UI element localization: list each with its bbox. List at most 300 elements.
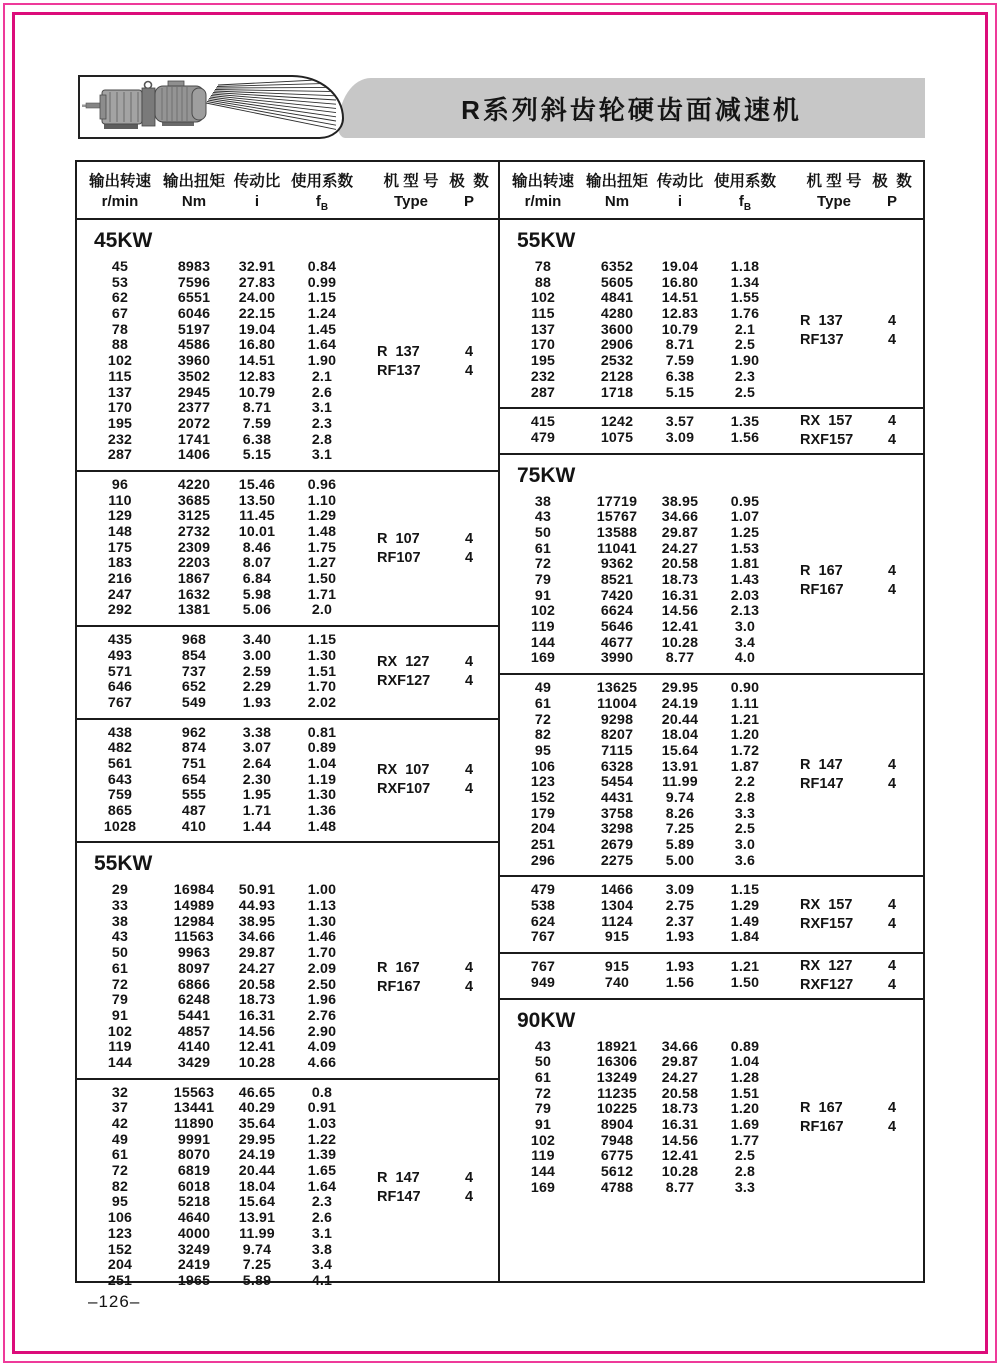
column-header-unit: r/min — [524, 193, 562, 210]
output-speed-cell: 96 — [111, 476, 129, 493]
service-factor-cell: 1.15 — [307, 290, 337, 307]
gear-motor-illustration — [82, 81, 206, 129]
table-row — [500, 291, 923, 307]
model-line — [800, 1118, 897, 1137]
table-row — [500, 323, 923, 339]
column-header-unit: P — [886, 193, 898, 210]
output-torque-cell: 874 — [181, 740, 207, 757]
output-speed-cell: 195 — [107, 415, 133, 432]
output-speed-cell: 33 — [111, 898, 129, 915]
output-torque-cell: 6018 — [177, 1178, 211, 1195]
table-row — [77, 323, 498, 339]
poles-value: 4 — [887, 957, 897, 974]
poles-value: 4 — [464, 549, 474, 566]
service-factor-cell: 1.00 — [307, 882, 337, 899]
ratio-cell: 8.07 — [242, 555, 272, 572]
output-torque-cell: 3758 — [600, 805, 634, 822]
table-row — [77, 1009, 498, 1025]
model-line — [377, 362, 474, 381]
service-factor-cell: 1.29 — [730, 898, 760, 915]
output-torque-cell: 1632 — [177, 586, 211, 603]
table-row — [77, 665, 498, 681]
output-torque-cell: 487 — [181, 803, 207, 819]
ratio-cell: 10.28 — [661, 1164, 699, 1180]
output-speed-cell: 232 — [107, 431, 133, 448]
output-speed-cell: 169 — [530, 650, 556, 667]
output-torque-cell: 1124 — [601, 913, 633, 930]
data-block — [500, 254, 923, 407]
ratio-cell: 5.89 — [242, 1272, 272, 1289]
table-row — [77, 572, 498, 588]
table-row — [500, 681, 923, 697]
power-section-title: 75KW — [500, 453, 923, 489]
service-factor-cell: 1.84 — [730, 929, 760, 946]
output-torque-cell: 7596 — [177, 274, 211, 291]
header-banner — [338, 78, 925, 138]
ratio-cell: 19.04 — [238, 321, 276, 338]
ratio-cell: 9.74 — [665, 789, 695, 806]
output-speed-cell: 79 — [111, 992, 129, 1009]
output-torque-cell: 915 — [604, 929, 630, 946]
column-header-cn: 输出扭矩 — [585, 173, 649, 190]
model-group — [377, 1169, 474, 1207]
output-torque-cell: 13441 — [173, 1100, 215, 1117]
service-factor-cell: 2.1 — [311, 368, 333, 385]
ratio-cell: 6.38 — [665, 368, 695, 385]
ratio-cell: 14.51 — [238, 353, 276, 370]
output-torque-cell: 8097 — [177, 960, 211, 977]
output-torque-cell: 737 — [181, 663, 207, 680]
data-block — [500, 407, 923, 452]
service-factor-cell: 1.49 — [730, 913, 760, 930]
data-block — [500, 952, 923, 997]
model-name: R 107 — [377, 530, 420, 547]
service-factor-cell: 1.48 — [307, 818, 337, 835]
unit-main: f — [315, 193, 321, 210]
column-header-cn: 使用系数 — [290, 173, 354, 190]
output-torque-cell: 13249 — [596, 1069, 638, 1086]
data-block — [77, 877, 498, 1077]
output-speed-cell: 247 — [107, 586, 133, 603]
data-block — [77, 470, 498, 625]
table-row — [77, 1164, 498, 1180]
output-speed-cell: 482 — [107, 740, 133, 757]
output-speed-cell: 88 — [534, 274, 552, 291]
table-row — [77, 276, 498, 292]
column-header-unit: Nm — [181, 193, 207, 210]
service-factor-cell: 2.76 — [307, 1007, 337, 1024]
service-factor-cell: 1.10 — [307, 492, 337, 509]
service-factor-cell: 1.51 — [307, 663, 337, 680]
ratio-cell: 27.83 — [238, 274, 276, 291]
model-group — [800, 896, 897, 934]
output-torque-cell: 17719 — [596, 493, 638, 510]
output-speed-cell: 72 — [534, 711, 552, 728]
model-group — [800, 312, 897, 350]
ratio-cell: 9.74 — [242, 1241, 272, 1258]
ratio-cell: 24.00 — [238, 290, 276, 307]
power-section-title: 55KW — [77, 841, 498, 877]
table-row — [77, 478, 498, 494]
output-speed-cell: 646 — [107, 679, 133, 696]
output-speed-cell: 152 — [530, 789, 556, 806]
output-torque-cell: 4140 — [177, 1039, 211, 1056]
ratio-cell: 3.07 — [242, 740, 272, 757]
table-row — [77, 433, 498, 449]
ratio-cell: 3.09 — [665, 882, 695, 899]
ratio-cell: 19.04 — [661, 259, 699, 275]
ratio-cell: 24.19 — [238, 1147, 276, 1164]
output-torque-cell: 3685 — [177, 492, 211, 509]
ratio-cell: 20.58 — [661, 556, 699, 573]
model-line — [800, 331, 897, 350]
model-name: RX 157 — [800, 412, 853, 429]
model-group — [377, 959, 474, 997]
table-row — [500, 412, 923, 431]
service-factor-cell: 3.4 — [311, 1257, 333, 1274]
model-name: R 137 — [377, 343, 420, 360]
ratio-cell: 32.91 — [238, 259, 276, 275]
ratio-cell: 20.44 — [661, 711, 699, 728]
service-factor-cell: 2.0 — [311, 602, 333, 619]
service-factor-cell: 1.55 — [730, 290, 760, 307]
block-rows — [500, 495, 923, 668]
column-header-unit: r/min — [101, 193, 139, 210]
ratio-cell: 6.84 — [242, 571, 272, 588]
service-factor-cell: 1.69 — [730, 1116, 760, 1133]
model-name: RX 107 — [377, 762, 430, 779]
output-speed-cell: 82 — [111, 1178, 129, 1195]
poles-value: 4 — [887, 757, 897, 774]
ratio-cell: 20.44 — [238, 1163, 276, 1180]
output-torque-cell: 4431 — [600, 789, 634, 806]
unit-main: f — [738, 193, 744, 210]
poles-value: 4 — [887, 431, 897, 448]
output-speed-cell: 61 — [534, 540, 552, 557]
table-row — [500, 838, 923, 854]
output-torque-cell: 1381 — [177, 602, 211, 619]
model-line — [800, 915, 897, 934]
poles-value: 4 — [887, 776, 897, 793]
ratio-cell: 15.64 — [238, 1194, 276, 1211]
output-speed-cell: 123 — [530, 774, 556, 791]
model-group — [377, 343, 474, 381]
data-block — [77, 254, 498, 470]
service-factor-cell: 1.20 — [730, 1101, 760, 1118]
ratio-cell: 24.27 — [238, 960, 276, 977]
service-factor-cell: 1.04 — [730, 1054, 760, 1071]
output-torque-cell: 1867 — [177, 571, 211, 588]
service-factor-cell: 3.1 — [311, 400, 333, 417]
output-speed-cell: 53 — [111, 274, 129, 291]
output-speed-cell: 49 — [534, 680, 552, 697]
model-line — [377, 761, 474, 780]
service-factor-cell: 1.76 — [730, 306, 760, 323]
ratio-cell: 50.91 — [238, 882, 276, 899]
output-speed-cell: 102 — [530, 1132, 556, 1149]
model-line — [800, 976, 897, 995]
table-row — [77, 260, 498, 276]
service-factor-cell: 0.90 — [730, 680, 760, 697]
model-line — [377, 780, 474, 799]
service-factor-cell: 0.91 — [307, 1100, 337, 1117]
output-speed-cell: 170 — [107, 400, 133, 417]
service-factor-cell: 1.15 — [307, 632, 337, 649]
ratio-cell: 34.66 — [661, 509, 699, 526]
table-row — [77, 1148, 498, 1164]
table-row — [500, 760, 923, 776]
service-factor-cell: 3.4 — [734, 634, 756, 651]
output-speed-cell: 287 — [107, 447, 133, 464]
output-speed-cell: 123 — [107, 1225, 133, 1242]
unit-sub: B — [320, 202, 329, 213]
model-name: RF167 — [800, 1118, 844, 1135]
service-factor-cell: 2.02 — [307, 694, 337, 711]
table-row — [77, 883, 498, 899]
output-torque-cell: 4586 — [177, 337, 211, 354]
output-speed-cell: 91 — [111, 1007, 129, 1024]
ratio-cell: 13.91 — [661, 758, 699, 775]
output-speed-cell: 767 — [530, 959, 556, 976]
model-name: RXF107 — [377, 781, 431, 798]
output-speed-cell: 49 — [111, 1131, 129, 1148]
poles-value: 4 — [887, 915, 897, 932]
model-name: RX 127 — [377, 654, 430, 671]
output-torque-cell: 5605 — [600, 274, 634, 291]
ratio-cell: 5.89 — [665, 837, 695, 853]
model-name: R 147 — [377, 1169, 420, 1186]
column-header-unit: P — [463, 193, 475, 210]
service-factor-cell: 0.81 — [307, 724, 337, 741]
ratio-cell: 3.00 — [242, 647, 272, 664]
model-line — [377, 653, 474, 672]
ratio-cell: 12.41 — [661, 619, 699, 636]
output-speed-cell: 170 — [530, 337, 556, 354]
output-speed-cell: 292 — [107, 602, 133, 619]
data-block — [77, 1078, 498, 1296]
service-factor-cell: 2.8 — [734, 1164, 756, 1180]
poles-value: 4 — [887, 412, 897, 429]
table-row — [500, 915, 923, 931]
ratio-cell: 16.31 — [238, 1007, 276, 1024]
service-factor-cell: 0.84 — [307, 259, 337, 275]
service-factor-cell: 1.50 — [307, 571, 337, 588]
service-factor-cell: 2.1 — [734, 321, 756, 338]
service-factor-cell: 1.56 — [730, 429, 760, 446]
data-block — [77, 625, 498, 717]
table-row — [500, 370, 923, 386]
poles-value: 4 — [464, 1188, 474, 1205]
output-speed-cell: 169 — [530, 1179, 556, 1196]
table-row — [77, 386, 498, 402]
ratio-cell: 13.50 — [238, 492, 276, 509]
service-factor-cell: 3.8 — [311, 1241, 333, 1258]
page-title: R系列斜齿轮硬齿面减速机 — [461, 94, 802, 125]
output-torque-cell: 3298 — [600, 821, 634, 838]
model-line — [377, 1169, 474, 1188]
ratio-cell: 5.00 — [665, 852, 695, 869]
service-factor-cell: 2.09 — [307, 960, 337, 977]
output-torque-cell: 13625 — [596, 680, 638, 697]
table-row — [77, 291, 498, 307]
power-section-title: 45KW — [94, 229, 153, 252]
ratio-cell: 24.27 — [661, 540, 699, 557]
output-torque-cell: 751 — [181, 755, 207, 772]
ratio-cell: 29.87 — [661, 1054, 699, 1071]
output-torque-cell: 4788 — [600, 1179, 634, 1196]
service-factor-cell: 2.8 — [311, 431, 333, 448]
table-row — [77, 959, 498, 978]
service-factor-cell: 1.22 — [307, 1131, 337, 1148]
table-row — [77, 930, 498, 946]
output-torque-cell: 555 — [181, 787, 207, 804]
table-row — [500, 510, 923, 526]
service-factor-cell: 1.81 — [730, 556, 760, 573]
ratio-cell: 34.66 — [661, 1038, 699, 1055]
output-speed-cell: 438 — [107, 724, 133, 741]
table-row — [500, 573, 923, 589]
ratio-cell: 18.73 — [661, 572, 699, 588]
output-torque-cell: 2377 — [177, 400, 211, 417]
output-speed-cell: 115 — [531, 306, 555, 323]
ratio-cell: 15.64 — [661, 742, 699, 759]
data-block — [500, 489, 923, 674]
model-name: RF167 — [800, 581, 844, 598]
ratio-cell: 12.83 — [238, 368, 276, 385]
table-row — [500, 1149, 923, 1165]
service-factor-cell: 2.3 — [734, 368, 756, 385]
ratio-cell: 1.93 — [665, 959, 695, 976]
table-row — [77, 1180, 498, 1196]
output-speed-cell: 72 — [111, 976, 129, 993]
data-block — [500, 673, 923, 875]
output-torque-cell: 14989 — [173, 898, 215, 915]
ratio-cell: 1.44 — [242, 818, 272, 835]
ratio-cell: 3.09 — [665, 429, 695, 446]
column-header-unit: i — [254, 193, 260, 210]
output-torque-cell: 11563 — [174, 929, 214, 946]
output-torque-cell: 8904 — [600, 1116, 634, 1133]
table-row — [77, 757, 498, 773]
output-torque-cell: 6819 — [177, 1163, 211, 1180]
ratio-cell: 2.64 — [242, 755, 272, 772]
ratio-cell: 18.73 — [661, 1101, 699, 1118]
output-speed-cell: 72 — [534, 1085, 552, 1102]
service-factor-cell: 3.0 — [734, 619, 756, 636]
table-row — [77, 788, 498, 804]
output-torque-cell: 2128 — [600, 368, 634, 385]
table-row — [77, 354, 498, 370]
model-name: RX 127 — [800, 957, 853, 974]
table-row — [500, 542, 923, 558]
output-torque-cell: 3600 — [600, 321, 634, 338]
model-name: RXF157 — [800, 915, 854, 932]
table-row — [77, 820, 498, 836]
block-rows — [77, 726, 498, 836]
poles-value: 4 — [464, 1169, 474, 1186]
service-factor-cell: 1.90 — [730, 353, 760, 370]
poles-value: 4 — [464, 978, 474, 995]
output-speed-cell: 91 — [534, 587, 552, 604]
model-name: R 167 — [377, 959, 420, 976]
model-group — [377, 530, 474, 568]
output-torque-cell: 2532 — [600, 353, 634, 370]
output-torque-cell: 5612 — [600, 1164, 634, 1180]
table-row — [77, 680, 498, 696]
output-speed-cell: 251 — [107, 1272, 133, 1289]
output-speed-cell: 50 — [534, 1054, 552, 1071]
ratio-cell: 16.31 — [661, 1116, 699, 1133]
output-speed-cell: 72 — [111, 1163, 129, 1180]
data-table — [75, 160, 925, 1289]
model-name: R 167 — [800, 1099, 843, 1116]
table-row — [77, 525, 498, 541]
ratio-cell: 8.77 — [665, 650, 695, 667]
output-speed-cell: 61 — [111, 960, 129, 977]
table-row — [77, 1195, 498, 1211]
ratio-cell: 8.71 — [242, 400, 272, 417]
table-row — [500, 728, 923, 744]
output-speed-cell: 624 — [530, 913, 556, 930]
table-row — [500, 386, 923, 402]
output-torque-cell: 6551 — [177, 290, 211, 307]
service-factor-cell: 0.89 — [730, 1038, 760, 1055]
output-torque-cell: 2309 — [177, 539, 211, 556]
model-name: R 147 — [800, 757, 843, 774]
table-row — [77, 370, 498, 386]
table-row — [500, 1071, 923, 1087]
output-speed-cell: 102 — [530, 603, 556, 620]
column-header-unit — [739, 193, 751, 213]
ratio-cell: 24.19 — [661, 695, 699, 712]
service-factor-cell: 1.15 — [730, 882, 760, 899]
block-rows — [500, 681, 923, 869]
output-speed-cell: 949 — [530, 974, 556, 991]
table-row — [500, 620, 923, 636]
power-section-title: 55KW — [517, 229, 576, 252]
service-factor-cell: 1.96 — [307, 992, 337, 1009]
output-speed-cell: 144 — [530, 634, 556, 651]
table-row — [77, 899, 498, 915]
model-name: RF167 — [377, 978, 421, 995]
output-torque-cell: 4640 — [177, 1210, 211, 1227]
service-factor-cell: 1.48 — [307, 524, 337, 540]
ratio-cell: 44.93 — [238, 898, 276, 915]
service-factor-cell: 3.0 — [734, 837, 756, 853]
output-torque-cell: 15563 — [173, 1084, 215, 1101]
service-factor-cell: 1.29 — [307, 508, 337, 525]
output-speed-cell: 865 — [107, 803, 133, 819]
model-name: RF147 — [800, 776, 844, 793]
output-speed-cell: 435 — [107, 632, 133, 649]
ratio-cell: 7.25 — [665, 821, 695, 838]
output-speed-cell: 88 — [111, 337, 129, 354]
service-factor-cell: 1.70 — [307, 679, 337, 696]
column-header-cn: 极 数 — [872, 173, 912, 190]
table-row — [77, 541, 498, 557]
output-speed-cell: 204 — [107, 1257, 133, 1274]
output-torque-cell: 740 — [604, 974, 630, 991]
output-torque-cell: 915 — [604, 959, 630, 976]
service-factor-cell: 3.1 — [311, 1225, 333, 1242]
service-factor-cell: 1.30 — [307, 913, 337, 930]
output-torque-cell: 3502 — [177, 368, 211, 385]
output-torque-cell: 8070 — [177, 1147, 211, 1164]
service-factor-cell: 3.3 — [734, 1179, 756, 1196]
ratio-cell: 1.71 — [242, 803, 272, 819]
output-torque-cell: 1242 — [600, 414, 634, 431]
table-row — [500, 557, 923, 573]
